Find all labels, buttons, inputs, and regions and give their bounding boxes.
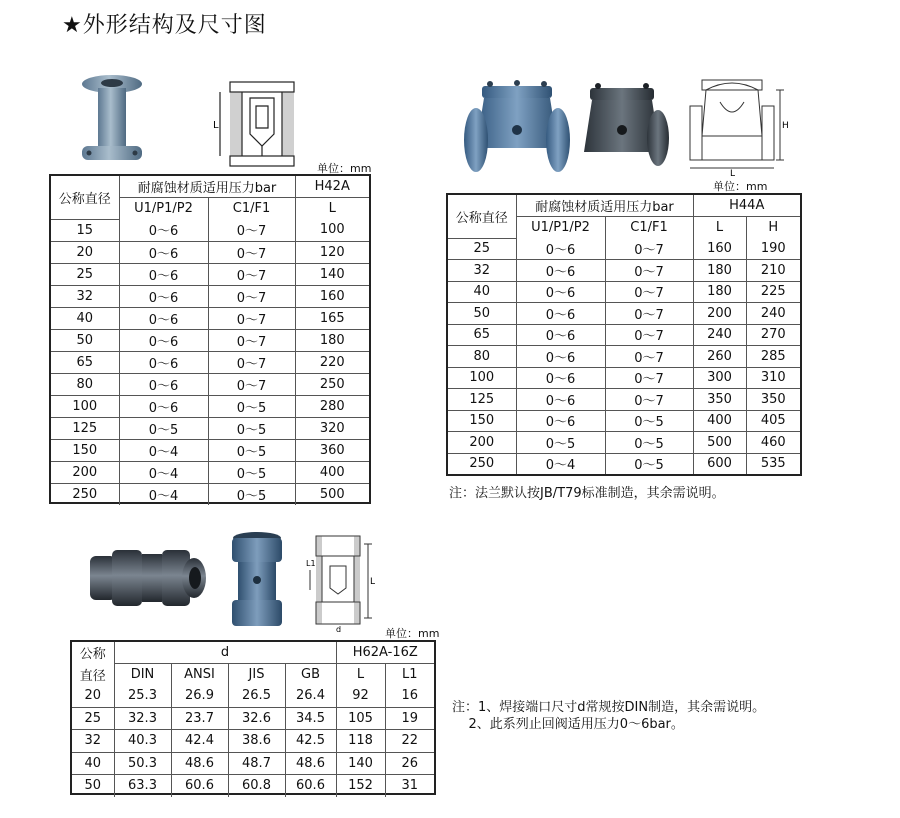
table-cell: 0～7 [208, 285, 295, 307]
table-cell: 65 [448, 324, 516, 346]
table-cell: 0～7 [605, 389, 693, 411]
table-cell: 260 [693, 346, 746, 368]
header-pressure: 耐腐蚀材质适用压力bar [516, 195, 693, 217]
table-row [51, 483, 369, 505]
table-cell: 270 [746, 324, 800, 346]
table-cell: 0～5 [605, 410, 693, 432]
table-cell: 20 [72, 685, 114, 707]
table-cell: 180 [295, 329, 369, 351]
dim-label-l: L [370, 577, 376, 587]
table-cell: 140 [295, 263, 369, 285]
table-cell: 26.4 [285, 685, 336, 707]
table-row [51, 395, 369, 417]
table-cell: 0～6 [516, 324, 605, 346]
table-row [51, 373, 369, 395]
table-row [448, 260, 800, 282]
table-cell: 180 [693, 281, 746, 303]
table-cell: 0～7 [208, 329, 295, 351]
table-cell: 0～7 [605, 303, 693, 325]
table-cell: 0～6 [516, 389, 605, 411]
table-cell: 160 [693, 238, 746, 260]
subheader-cell: ANSI [171, 664, 228, 686]
table-cell: 360 [295, 439, 369, 461]
table-cell: 48.7 [228, 752, 285, 775]
table-row [448, 453, 800, 474]
table-cell: 0～7 [208, 373, 295, 395]
table-row [51, 461, 369, 483]
subheader-cell: L [693, 217, 746, 239]
table-cell: 0～5 [605, 453, 693, 474]
table-subheader-row [72, 664, 434, 686]
table-row [51, 285, 369, 307]
table-cell: 19 [385, 707, 434, 730]
table-cell: 0～6 [119, 351, 208, 373]
table-cell: 100 [448, 367, 516, 389]
table-header-row [72, 642, 434, 664]
table-header-row [51, 176, 369, 198]
table-cell: 32 [51, 285, 119, 307]
table-cell: 60.8 [228, 775, 285, 797]
table-row [51, 351, 369, 373]
table-cell: 0～6 [516, 281, 605, 303]
header-model: H42A [295, 176, 369, 198]
table-row [448, 281, 800, 303]
dim-label-d: d [336, 625, 342, 634]
table-cell: 0～6 [516, 367, 605, 389]
table-cell: 40 [72, 752, 114, 775]
table-cell: 38.6 [228, 730, 285, 753]
note-h44a: 注：法兰默认按JB/T79标准制造，其余需说明。 [449, 486, 725, 501]
table-cell: 100 [51, 395, 119, 417]
table-row [448, 432, 800, 454]
table-cell: 118 [336, 730, 385, 753]
h44a-section-drawing [680, 72, 790, 176]
table-cell: 150 [448, 410, 516, 432]
note-h62a-line2: 2、此系列止回阀适用压力0～6bar。 [452, 717, 684, 732]
subheader-cell: L [336, 664, 385, 686]
unit-label: 单位：mm [713, 180, 768, 193]
subheader-cell: GB [285, 664, 336, 686]
dim-label-l: L [213, 120, 219, 131]
header-nominal-1: 公称 [72, 642, 114, 664]
table-cell: 32 [72, 730, 114, 753]
table-cell: 0～4 [119, 483, 208, 505]
table-cell: 100 [295, 219, 369, 241]
table-cell: 50 [72, 775, 114, 797]
table-cell: 160 [295, 285, 369, 307]
table-row [51, 307, 369, 329]
table-cell: 23.7 [171, 707, 228, 730]
table-cell: 0～7 [208, 241, 295, 263]
table-cell: 0～6 [119, 329, 208, 351]
subheader-cell: L1 [401, 667, 418, 682]
table-cell: 0～7 [208, 263, 295, 285]
table-cell: 400 [693, 410, 746, 432]
table-cell: 92 [336, 685, 385, 707]
table-cell: 22 [385, 730, 434, 753]
table-cell: 240 [746, 303, 800, 325]
table-cell: 26 [385, 752, 434, 775]
table-cell: 0～5 [119, 417, 208, 439]
table-row [72, 730, 434, 753]
table-cell: 60.6 [171, 775, 228, 797]
table-row [51, 263, 369, 285]
table-cell: 600 [693, 453, 746, 474]
table-cell: 0～5 [208, 483, 295, 505]
table-cell: 250 [295, 373, 369, 395]
subheader-cell: C1/F1 [208, 198, 295, 220]
table-cell: 150 [51, 439, 119, 461]
dim-label-l: L [730, 169, 736, 176]
table-cell: 350 [746, 389, 800, 411]
h42a-valve-photo [72, 72, 152, 172]
table-cell: 220 [295, 351, 369, 373]
table-cell: 0～5 [208, 461, 295, 483]
table-cell: 0～5 [208, 439, 295, 461]
table-cell: 0～5 [605, 432, 693, 454]
table-cell: 225 [746, 281, 800, 303]
table-cell: 25.3 [114, 685, 171, 707]
table-cell: 80 [51, 373, 119, 395]
header-nominal-2: 直径 [72, 664, 114, 686]
table-cell: 31 [401, 778, 419, 794]
table-cell: 32.6 [228, 707, 285, 730]
table-cell: 42.4 [171, 730, 228, 753]
table-cell: 25 [72, 707, 114, 730]
table-cell: 250 [51, 483, 119, 505]
table-cell: 0～5 [208, 417, 295, 439]
header-model: H62A-16Z [336, 642, 434, 664]
table-cell: 0～6 [516, 410, 605, 432]
table-cell: 0～6 [119, 307, 208, 329]
h44a-valve-photo-grey [572, 80, 672, 178]
h62a-union-valve-photo [88, 542, 208, 614]
header-model: H44A [693, 195, 800, 217]
table-cell: 0～7 [605, 260, 693, 282]
table-cell: 250 [448, 453, 516, 474]
table-cell: 34.5 [285, 707, 336, 730]
table-header-row [448, 195, 800, 217]
table-cell: 40 [51, 307, 119, 329]
table-cell: 0～6 [516, 260, 605, 282]
table-h62a [72, 642, 434, 797]
table-cell: 180 [693, 260, 746, 282]
table-cell: 125 [448, 389, 516, 411]
subheader-cell: U1/P1/P2 [516, 217, 605, 239]
dim-label-h: H [782, 121, 789, 131]
table-cell: 48.6 [285, 752, 336, 775]
unit-label: 单位：mm [317, 162, 372, 175]
table-row [51, 417, 369, 439]
table-cell: 42.5 [285, 730, 336, 753]
table-row [448, 410, 800, 432]
table-cell: 65 [51, 351, 119, 373]
header-nominal: 公称直径 [448, 195, 516, 238]
table-cell: 125 [51, 417, 119, 439]
table-cell: 0～7 [605, 281, 693, 303]
subheader-cell: C1/F1 [605, 217, 693, 239]
note-h62a-line1: 注：1、焊接端口尺寸d常规按DIN制造，其余需说明。 [452, 700, 766, 715]
h42a-section-drawing [212, 76, 312, 172]
table-cell: 500 [319, 486, 345, 502]
table-cell: 0～7 [605, 324, 693, 346]
table-cell: 0～6 [119, 373, 208, 395]
subheader-cell: U1/P1/P2 [119, 198, 208, 220]
table-row [72, 685, 434, 707]
table-row [448, 303, 800, 325]
table-row [51, 439, 369, 461]
table-cell: 60.6 [285, 775, 336, 797]
header-pressure: 耐腐蚀材质适用压力bar [119, 176, 295, 198]
table-h42a [51, 176, 369, 505]
table-cell: 535 [760, 456, 786, 472]
table-cell: 405 [746, 410, 800, 432]
header-d: d [114, 642, 336, 664]
header-nominal: 公称直径 [51, 176, 119, 219]
table-row [72, 752, 434, 775]
table-cell: 32 [448, 260, 516, 282]
table-cell: 0～6 [119, 219, 208, 241]
table-cell: 0～6 [119, 285, 208, 307]
subheader-cell: L [328, 201, 336, 216]
table-row [448, 367, 800, 389]
table-cell: 460 [746, 432, 800, 454]
table-cell: 140 [336, 752, 385, 775]
subheader-cell: JIS [228, 664, 285, 686]
table-row [448, 238, 800, 260]
table-cell: 0～4 [516, 453, 605, 474]
table-cell: 280 [295, 395, 369, 417]
table-cell: 48.6 [171, 752, 228, 775]
table-cell: 15 [51, 219, 119, 241]
table-h44a [448, 195, 800, 474]
table-cell: 50.3 [114, 752, 171, 775]
table-row [448, 346, 800, 368]
table-cell: 0～7 [208, 219, 295, 241]
table-cell: 26.9 [171, 685, 228, 707]
table-cell: 0～4 [119, 461, 208, 483]
table-cell: 310 [746, 367, 800, 389]
table-cell: 300 [693, 367, 746, 389]
subheader-cell: H [768, 220, 779, 235]
table-cell: 165 [295, 307, 369, 329]
page-title: ★外形结构及尺寸图 [62, 13, 267, 38]
table-cell: 25 [51, 263, 119, 285]
unit-label: 单位：mm [385, 627, 440, 640]
table-cell: 200 [448, 432, 516, 454]
table-cell: 120 [295, 241, 369, 263]
table-cell: 50 [448, 303, 516, 325]
table-cell: 0～5 [208, 395, 295, 417]
h62a-valve-photo-vertical [224, 530, 290, 632]
table-cell: 200 [693, 303, 746, 325]
table-cell: 20 [51, 241, 119, 263]
table-cell: 0～6 [119, 263, 208, 285]
table-row [72, 775, 434, 797]
table-cell: 210 [746, 260, 800, 282]
table-row [448, 324, 800, 346]
table-cell: 400 [295, 461, 369, 483]
table-cell: 0～5 [516, 432, 605, 454]
table-cell: 0～7 [208, 307, 295, 329]
table-cell: 190 [746, 238, 800, 260]
table-cell: 0～6 [516, 238, 605, 260]
table-row [51, 329, 369, 351]
table-cell: 0～6 [516, 303, 605, 325]
table-cell: 40.3 [114, 730, 171, 753]
table-cell: 350 [693, 389, 746, 411]
table-cell: 285 [746, 346, 800, 368]
h62a-section-drawing [306, 530, 384, 634]
table-cell: 0～6 [119, 241, 208, 263]
table-row [51, 219, 369, 241]
table-cell: 0～6 [119, 395, 208, 417]
table-cell: 320 [295, 417, 369, 439]
table-row [72, 707, 434, 730]
table-cell: 240 [693, 324, 746, 346]
table-cell: 0～7 [208, 351, 295, 373]
table-cell: 25 [448, 238, 516, 260]
table-cell: 40 [448, 281, 516, 303]
table-cell: 152 [336, 775, 385, 797]
table-cell: 32.3 [114, 707, 171, 730]
table-cell: 0～7 [605, 346, 693, 368]
table-row [51, 241, 369, 263]
table-cell: 50 [51, 329, 119, 351]
table-cell: 63.3 [114, 775, 171, 797]
table-cell: 0～4 [119, 439, 208, 461]
table-cell: 0～7 [605, 238, 693, 260]
table-cell: 500 [693, 432, 746, 454]
table-cell: 26.5 [228, 685, 285, 707]
table-cell: 16 [385, 685, 434, 707]
table-cell: 80 [448, 346, 516, 368]
table-cell: 0～7 [605, 367, 693, 389]
h44a-valve-photo-blue [462, 78, 572, 180]
table-row [448, 389, 800, 411]
table-cell: 105 [336, 707, 385, 730]
subheader-cell: DIN [114, 664, 171, 686]
table-cell: 0～6 [516, 346, 605, 368]
table-cell: 200 [51, 461, 119, 483]
dim-label-l1: L1 [306, 559, 316, 568]
